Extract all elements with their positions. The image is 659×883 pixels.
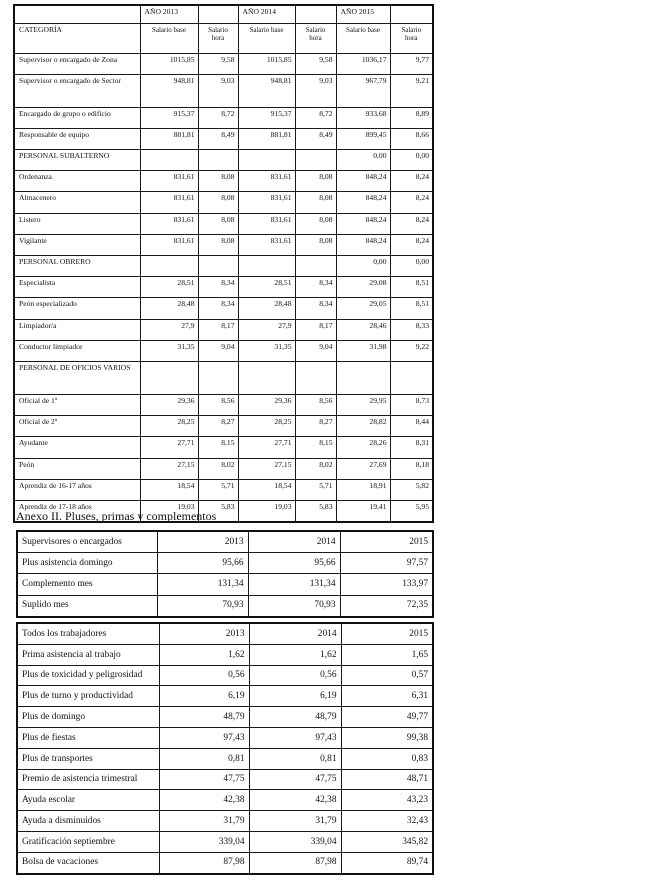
salario-base-value: 19,41 (336, 500, 390, 522)
salario-base-value: 831,61 (140, 171, 198, 192)
salario-hora-value (198, 256, 238, 277)
salario-hora-value: 8,33 (390, 319, 433, 340)
salario-base-value: 848,24 (336, 213, 390, 234)
table-row (17, 686, 433, 707)
salario-hora-value: 0,00 (390, 150, 433, 171)
concept-label: Plus de fiestas (17, 727, 159, 748)
year-header: 2014 (249, 623, 341, 644)
table-row (14, 340, 433, 361)
table-row (14, 213, 433, 234)
salario-base-value: 831,61 (238, 171, 295, 192)
salario-hora-value: 9,58 (198, 53, 238, 74)
salario-base-value: 831,61 (238, 213, 295, 234)
salario-hora-value: 8,08 (198, 171, 238, 192)
amount-value: 0,56 (249, 665, 341, 686)
blank-year-cell (198, 5, 238, 23)
table-row (14, 298, 433, 319)
salario-hora-value: 8,17 (295, 319, 336, 340)
amount-value: 97,43 (249, 727, 341, 748)
concept-label: Plus asistencia domingo (17, 553, 157, 574)
salario-hora-header: Salario hora (295, 23, 336, 53)
salario-base-value: 28,25 (140, 416, 198, 437)
salario-base-value: 18,91 (336, 479, 390, 500)
table-row (17, 790, 433, 811)
category-label: Ayudante (14, 437, 140, 458)
salario-hora-value: 8,49 (198, 128, 238, 149)
salario-hora-value (198, 361, 238, 394)
salario-base-header: Salario base (238, 23, 295, 53)
salario-base-value: 27,15 (140, 458, 198, 479)
category-label: PERSONAL DE OFICIOS VARIOS (14, 361, 140, 394)
salario-hora-value: 8,02 (295, 458, 336, 479)
year-header: 2014 (248, 531, 340, 553)
table-row (17, 553, 433, 574)
salario-base-value: 27,15 (238, 458, 295, 479)
amount-value: 6,19 (159, 686, 249, 707)
table-row (17, 831, 433, 852)
salario-base-value: 848,24 (336, 171, 390, 192)
category-label: Peón (14, 458, 140, 479)
salario-base-value: 899,45 (336, 128, 390, 149)
amount-value: 70,93 (248, 595, 340, 617)
salario-hora-value (295, 150, 336, 171)
concept-label: Gratificación septiembre (17, 831, 159, 852)
concept-label: Plus de toxicidad y peligrosidad (17, 665, 159, 686)
salario-hora-header: Salario hora (198, 23, 238, 53)
amount-value: 133,97 (340, 574, 433, 595)
salario-hora-value (198, 150, 238, 171)
salario-base-value (238, 361, 295, 394)
salario-hora-value: 8,08 (198, 213, 238, 234)
salario-base-value: 31,98 (336, 340, 390, 361)
concept-label: Complemento mes (17, 574, 157, 595)
anexo-title: Anexo II. Pluses, primas y complementos (16, 509, 217, 523)
salario-hora-value: 8,08 (295, 171, 336, 192)
amount-value: 48,71 (341, 769, 433, 790)
salario-hora-value: 8,08 (295, 234, 336, 255)
amount-value: 31,79 (159, 811, 249, 832)
amount-value: 0,81 (249, 748, 341, 769)
salario-hora-value: 8,08 (198, 234, 238, 255)
concept-label: Prima asistencia al trabajo (17, 644, 159, 665)
amount-value: 0,83 (341, 748, 433, 769)
year-header-row (14, 5, 433, 23)
table-row (17, 707, 433, 728)
amount-value: 95,66 (248, 553, 340, 574)
salario-base-value: 881,81 (238, 128, 295, 149)
category-label: Limpiador/a (14, 319, 140, 340)
salario-hora-value (390, 361, 433, 394)
salario-hora-value: 8,51 (390, 277, 433, 298)
table-header-row (17, 531, 433, 553)
amount-value: 42,38 (159, 790, 249, 811)
salario-base-value: 0,00 (336, 256, 390, 277)
salario-hora-value: 8,02 (198, 458, 238, 479)
year-header: 2015 (340, 531, 433, 553)
salario-base-header: Salario base (336, 23, 390, 53)
salario-base-header: Salario base (140, 23, 198, 53)
salario-hora-value: 8,27 (198, 416, 238, 437)
category-label: Aprendiz de 17-18 años (14, 500, 140, 522)
year-header: 2013 (159, 623, 249, 644)
amount-value: 97,57 (340, 553, 433, 574)
salario-hora-value: 8,24 (390, 234, 433, 255)
salario-hora-value: 8,31 (390, 437, 433, 458)
amount-value: 49,77 (341, 707, 433, 728)
amount-value: 0,57 (341, 665, 433, 686)
blank-year-cell (295, 5, 336, 23)
salario-base-value: 915,37 (140, 107, 198, 128)
group-header: Supervisores o encargados (17, 531, 157, 553)
concept-label: Plus de domingo (17, 707, 159, 728)
category-label: Supervisor o encargado de Zona (14, 53, 140, 74)
salario-hora-value: 8,08 (198, 192, 238, 213)
category-label: Aprendiz de 16-17 años (14, 479, 140, 500)
table-row (14, 361, 433, 394)
salario-base-value: 28,51 (238, 277, 295, 298)
amount-value: 99,38 (341, 727, 433, 748)
amount-value: 1,65 (341, 644, 433, 665)
salario-hora-value: 8,66 (390, 128, 433, 149)
salario-hora-value: 5,83 (295, 500, 336, 522)
salario-base-value: 29,36 (238, 394, 295, 415)
table-row (17, 852, 433, 873)
amount-value: 345,82 (341, 831, 433, 852)
year-2014-label: AÑO 2014 (238, 5, 295, 23)
salario-base-value: 0,00 (336, 150, 390, 171)
salario-base-value (140, 361, 198, 394)
concept-label: Ayuda escolar (17, 790, 159, 811)
salario-base-value: 1015,85 (140, 53, 198, 74)
category-label: Oficial de 1ª (14, 394, 140, 415)
salario-hora-value: 5,82 (390, 479, 433, 500)
salario-hora-value: 5,95 (390, 500, 433, 522)
table-row (14, 107, 433, 128)
salario-hora-value: 8,34 (198, 298, 238, 319)
salario-base-value (140, 150, 198, 171)
amount-value: 70,93 (157, 595, 248, 617)
year-header: 2015 (341, 623, 433, 644)
salario-base-value: 948,81 (238, 74, 295, 107)
salario-base-value: 915,37 (238, 107, 295, 128)
concept-label: Suplido mes (17, 595, 157, 617)
salario-base-value: 27,69 (336, 458, 390, 479)
concept-label: Premio de asistencia trimestral (17, 769, 159, 790)
salario-base-value: 27,9 (238, 319, 295, 340)
table-row (14, 256, 433, 277)
amount-value: 339,04 (249, 831, 341, 852)
salario-hora-value: 5,83 (198, 500, 238, 522)
salario-hora-value: 9,04 (198, 340, 238, 361)
salario-base-value: 28,48 (140, 298, 198, 319)
salario-hora-value: 8,73 (390, 394, 433, 415)
table-row (14, 234, 433, 255)
table-row (17, 644, 433, 665)
category-label: PERSONAL SUBALTERNO (14, 150, 140, 171)
table-row (14, 192, 433, 213)
salario-hora-value: 8,27 (295, 416, 336, 437)
blank-corner-cell (14, 5, 140, 23)
salario-base-value: 28,26 (336, 437, 390, 458)
group-header: Todos los trabajadores (17, 623, 159, 644)
salario-base-value: 29,05 (336, 298, 390, 319)
concept-label: Plus de transportes (17, 748, 159, 769)
table-row (17, 769, 433, 790)
salario-base-value: 831,61 (238, 234, 295, 255)
table-row (14, 458, 433, 479)
table-row (14, 171, 433, 192)
salario-base-value: 831,61 (140, 234, 198, 255)
table-row (14, 53, 433, 74)
year-2013-label: AÑO 2013 (140, 5, 198, 23)
table-row (17, 665, 433, 686)
salario-base-value: 31,35 (238, 340, 295, 361)
salario-hora-value: 8,56 (198, 394, 238, 415)
salario-hora-value: 9,03 (295, 74, 336, 107)
salario-hora-value: 8,08 (295, 213, 336, 234)
salario-base-value: 881,81 (140, 128, 198, 149)
category-label: Vigilante (14, 234, 140, 255)
salario-base-value: 28,48 (238, 298, 295, 319)
year-2015-label: AÑO 2015 (336, 5, 390, 23)
year-header: 2013 (157, 531, 248, 553)
amount-value: 0,81 (159, 748, 249, 769)
salario-hora-value: 8,17 (198, 319, 238, 340)
table-row (14, 479, 433, 500)
concept-label: Bolsa de vacaciones (17, 852, 159, 873)
category-label: PERSONAL OBRERO (14, 256, 140, 277)
salario-hora-value: 5,71 (295, 479, 336, 500)
salario-base-value: 948,81 (140, 74, 198, 107)
salario-hora-header: Salario hora (390, 23, 433, 53)
amount-value: 131,34 (248, 574, 340, 595)
table-row (17, 595, 433, 617)
column-header-row (14, 23, 433, 53)
salario-hora-value: 8,24 (390, 213, 433, 234)
category-label: Ordenanza (14, 171, 140, 192)
salario-hora-value: 5,71 (198, 479, 238, 500)
salario-base-value: 19,03 (140, 500, 198, 522)
table-row (17, 574, 433, 595)
salario-base-value: 27,71 (140, 437, 198, 458)
amount-value: 87,98 (249, 852, 341, 873)
amount-value: 48,79 (249, 707, 341, 728)
salario-base-value: 1036,17 (336, 53, 390, 74)
table-row (17, 727, 433, 748)
concept-label: Plus de turno y productividad (17, 686, 159, 707)
amount-value: 42,38 (249, 790, 341, 811)
amount-value: 72,35 (340, 595, 433, 617)
category-header: CATEGORÍA (14, 23, 140, 53)
salario-hora-value: 8,24 (390, 192, 433, 213)
blank-year-cell (390, 5, 433, 23)
salario-base-value (238, 150, 295, 171)
category-label: Oficial de 2ª (14, 416, 140, 437)
salario-base-value: 848,24 (336, 192, 390, 213)
concept-label: Ayuda a disminuidos (17, 811, 159, 832)
table-row (17, 811, 433, 832)
salario-hora-value: 9,04 (295, 340, 336, 361)
salario-base-value: 18,54 (238, 479, 295, 500)
salario-hora-value: 8,56 (295, 394, 336, 415)
salario-base-value: 27,71 (238, 437, 295, 458)
amount-value: 339,04 (159, 831, 249, 852)
table-row (14, 128, 433, 149)
table-row (14, 437, 433, 458)
salario-hora-value: 8,24 (390, 171, 433, 192)
salario-hora-value: 8,49 (295, 128, 336, 149)
salario-hora-value: 9,77 (390, 53, 433, 74)
salario-hora-value: 9,03 (198, 74, 238, 107)
salario-base-value (336, 361, 390, 394)
table-row (14, 416, 433, 437)
table-row (14, 74, 433, 107)
salario-hora-value: 8,18 (390, 458, 433, 479)
salario-hora-value: 8,34 (198, 277, 238, 298)
salario-base-value: 28,46 (336, 319, 390, 340)
salario-hora-value: 8,89 (390, 107, 433, 128)
salario-base-value (238, 256, 295, 277)
salario-base-value: 27,9 (140, 319, 198, 340)
amount-value: 87,98 (159, 852, 249, 873)
table-row (14, 319, 433, 340)
table-row (14, 150, 433, 171)
amount-value: 47,75 (159, 769, 249, 790)
amount-value: 6,31 (341, 686, 433, 707)
salario-base-value: 933,68 (336, 107, 390, 128)
salario-hora-value: 8,34 (295, 277, 336, 298)
amount-value: 32,43 (341, 811, 433, 832)
all-workers-bonus-table (16, 622, 434, 875)
salary-table (13, 4, 434, 523)
salario-hora-value: 0,00 (390, 256, 433, 277)
salario-base-value: 19,03 (238, 500, 295, 522)
salario-base-value: 28,82 (336, 416, 390, 437)
salario-hora-value: 8,15 (198, 437, 238, 458)
salario-base-value: 18,54 (140, 479, 198, 500)
category-label: Supervisor o encargado de Sector (14, 74, 140, 107)
salario-hora-value: 8,34 (295, 298, 336, 319)
salario-base-value: 831,61 (140, 213, 198, 234)
salario-base-value: 831,61 (238, 192, 295, 213)
table-row (14, 277, 433, 298)
table-row (17, 748, 433, 769)
supervisors-bonus-table (16, 530, 434, 618)
category-label: Listero (14, 213, 140, 234)
salario-base-value: 29,36 (140, 394, 198, 415)
category-label: Responsable de equipo (14, 128, 140, 149)
amount-value: 1,62 (249, 644, 341, 665)
category-label: Conductor limpiador (14, 340, 140, 361)
salario-base-value: 29,95 (336, 394, 390, 415)
salario-hora-value: 8,72 (198, 107, 238, 128)
amount-value: 1,62 (159, 644, 249, 665)
category-label: Encargado de grupo o edificio (14, 107, 140, 128)
salario-hora-value: 8,72 (295, 107, 336, 128)
salario-base-value: 28,51 (140, 277, 198, 298)
table-header-row (17, 623, 433, 644)
amount-value: 47,75 (249, 769, 341, 790)
amount-value: 89,74 (341, 852, 433, 873)
salario-hora-value: 9,21 (390, 74, 433, 107)
salario-hora-value: 8,08 (295, 192, 336, 213)
salario-hora-value (295, 256, 336, 277)
amount-value: 6,19 (249, 686, 341, 707)
amount-value: 95,66 (157, 553, 248, 574)
salario-base-value: 31,35 (140, 340, 198, 361)
salario-base-value: 831,61 (140, 192, 198, 213)
amount-value: 43,23 (341, 790, 433, 811)
salario-hora-value (295, 361, 336, 394)
salario-hora-value: 8,15 (295, 437, 336, 458)
category-label: Peón especializado (14, 298, 140, 319)
table-row (14, 394, 433, 415)
category-label: Almacenero (14, 192, 140, 213)
amount-value: 48,79 (159, 707, 249, 728)
salario-base-value: 29,08 (336, 277, 390, 298)
salario-base-value: 1015,85 (238, 53, 295, 74)
amount-value: 31,79 (249, 811, 341, 832)
category-label: Especialista (14, 277, 140, 298)
salario-hora-value: 9,58 (295, 53, 336, 74)
salario-base-value (140, 256, 198, 277)
salario-base-value: 848,24 (336, 234, 390, 255)
salario-base-value: 28,25 (238, 416, 295, 437)
amount-value: 97,43 (159, 727, 249, 748)
salario-hora-value: 8,51 (390, 298, 433, 319)
amount-value: 0,56 (159, 665, 249, 686)
salario-hora-value: 8,44 (390, 416, 433, 437)
salario-base-value: 967,79 (336, 74, 390, 107)
amount-value: 131,34 (157, 574, 248, 595)
salario-hora-value: 9,22 (390, 340, 433, 361)
